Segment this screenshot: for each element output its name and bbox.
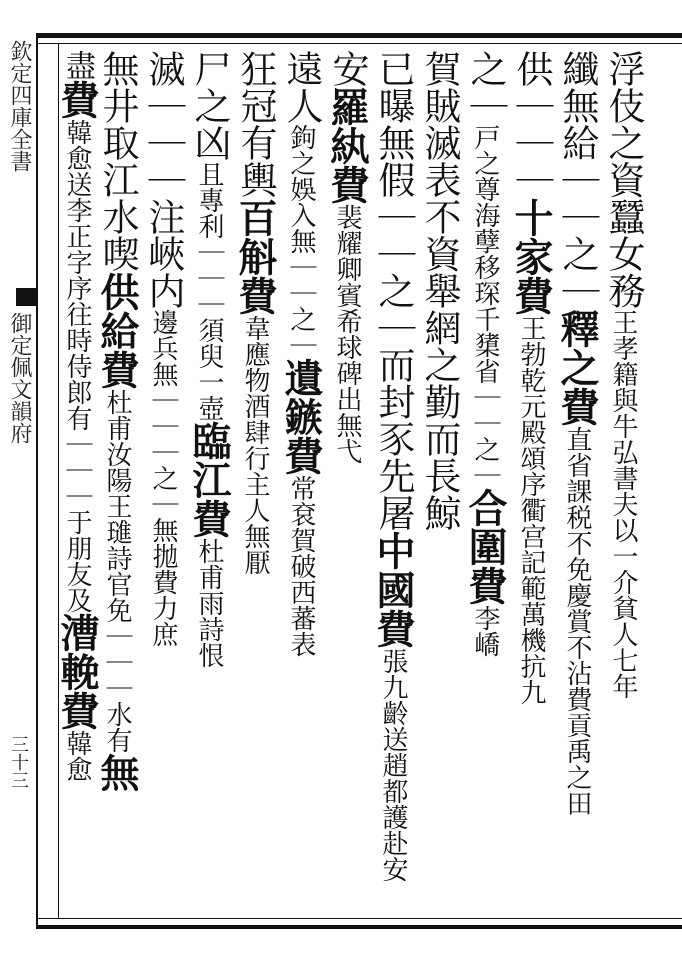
text-column-8: 遠人鉤之娛入無｜｜之｜遺鏃費常袞賀破西蕃表 xyxy=(278,50,324,657)
margin-book-title: 御定佩文韻府 xyxy=(7,312,32,444)
frame-bottom-rule xyxy=(36,925,682,929)
headword: 供給費 xyxy=(94,272,140,389)
headword: 無 xyxy=(94,753,140,792)
page-number: 三十三 xyxy=(8,735,29,789)
headword: 漕輓費 xyxy=(54,613,100,730)
frame-bottom-inner-rule xyxy=(36,918,682,919)
headword: 費 xyxy=(54,80,100,119)
text-column-1: 浮伎之資蠶女務王孝籍與牛弘書夫以一介貧人七年 xyxy=(602,50,645,699)
headword: 羅紈費 xyxy=(324,87,370,204)
frame-left-inner-rule xyxy=(58,43,59,919)
text-column-3: 供｜｜｜十家費王勃乾元殿頌序衢宫記範萬機抗九 xyxy=(508,50,554,705)
text-column-9: 狂冠有輿百斛費韋應物酒肆行主人無厭 xyxy=(232,50,278,575)
text-column-7: 安羅紈費裴耀卿賓希球碑出無弋 xyxy=(324,50,370,464)
headword: 遺鏃費 xyxy=(278,358,324,475)
headword: 中國費 xyxy=(370,531,416,648)
frame-top-inner-rule xyxy=(36,43,682,44)
text-column-5: 賀賊滅表不資舉網之勤而長鯨 xyxy=(418,50,461,531)
headword: 臨江費 xyxy=(186,421,232,538)
text-column-12: 無井取江水喫供給費杜甫汝陽王璡詩官免｜｜｜水有無 xyxy=(94,50,140,792)
text-column-4: 之｜戸之尊海孽移琛千橥省｜｜之｜合圍費李嶠 xyxy=(462,50,508,657)
text-column-11: 滅｜｜｜注峽内邊兵無｜｜｜之｜無拋費力庶 xyxy=(142,50,185,647)
text-column-2: 纖無給｜｜之｜釋之費直省課税不免慶賞不沾費貢禹之田 xyxy=(554,50,600,816)
headword: 百斛費 xyxy=(232,198,278,315)
text-column-6: 已曝無假｜｜之｜而封豕先屠中國費張九齡送趙都護赴安 xyxy=(370,50,416,882)
headword: 十家費 xyxy=(508,198,554,315)
text-column-13: 盡費韓愈送李正字序往時侍郎有｜｜｜于朋友及漕輓費韓愈 xyxy=(54,50,100,782)
headword: 釋之費 xyxy=(554,309,600,426)
fishtail-mark xyxy=(16,288,36,306)
headword: 合圍費 xyxy=(462,488,508,605)
frame-top-rule xyxy=(36,33,682,38)
text-column-10: 尸之凶且專利｜｜｜須臾一壺臨江費杜甫雨詩恨 xyxy=(186,50,232,668)
margin-collection-title: 欽定四庫全書 xyxy=(7,40,32,172)
frame-left-rule xyxy=(36,33,38,929)
